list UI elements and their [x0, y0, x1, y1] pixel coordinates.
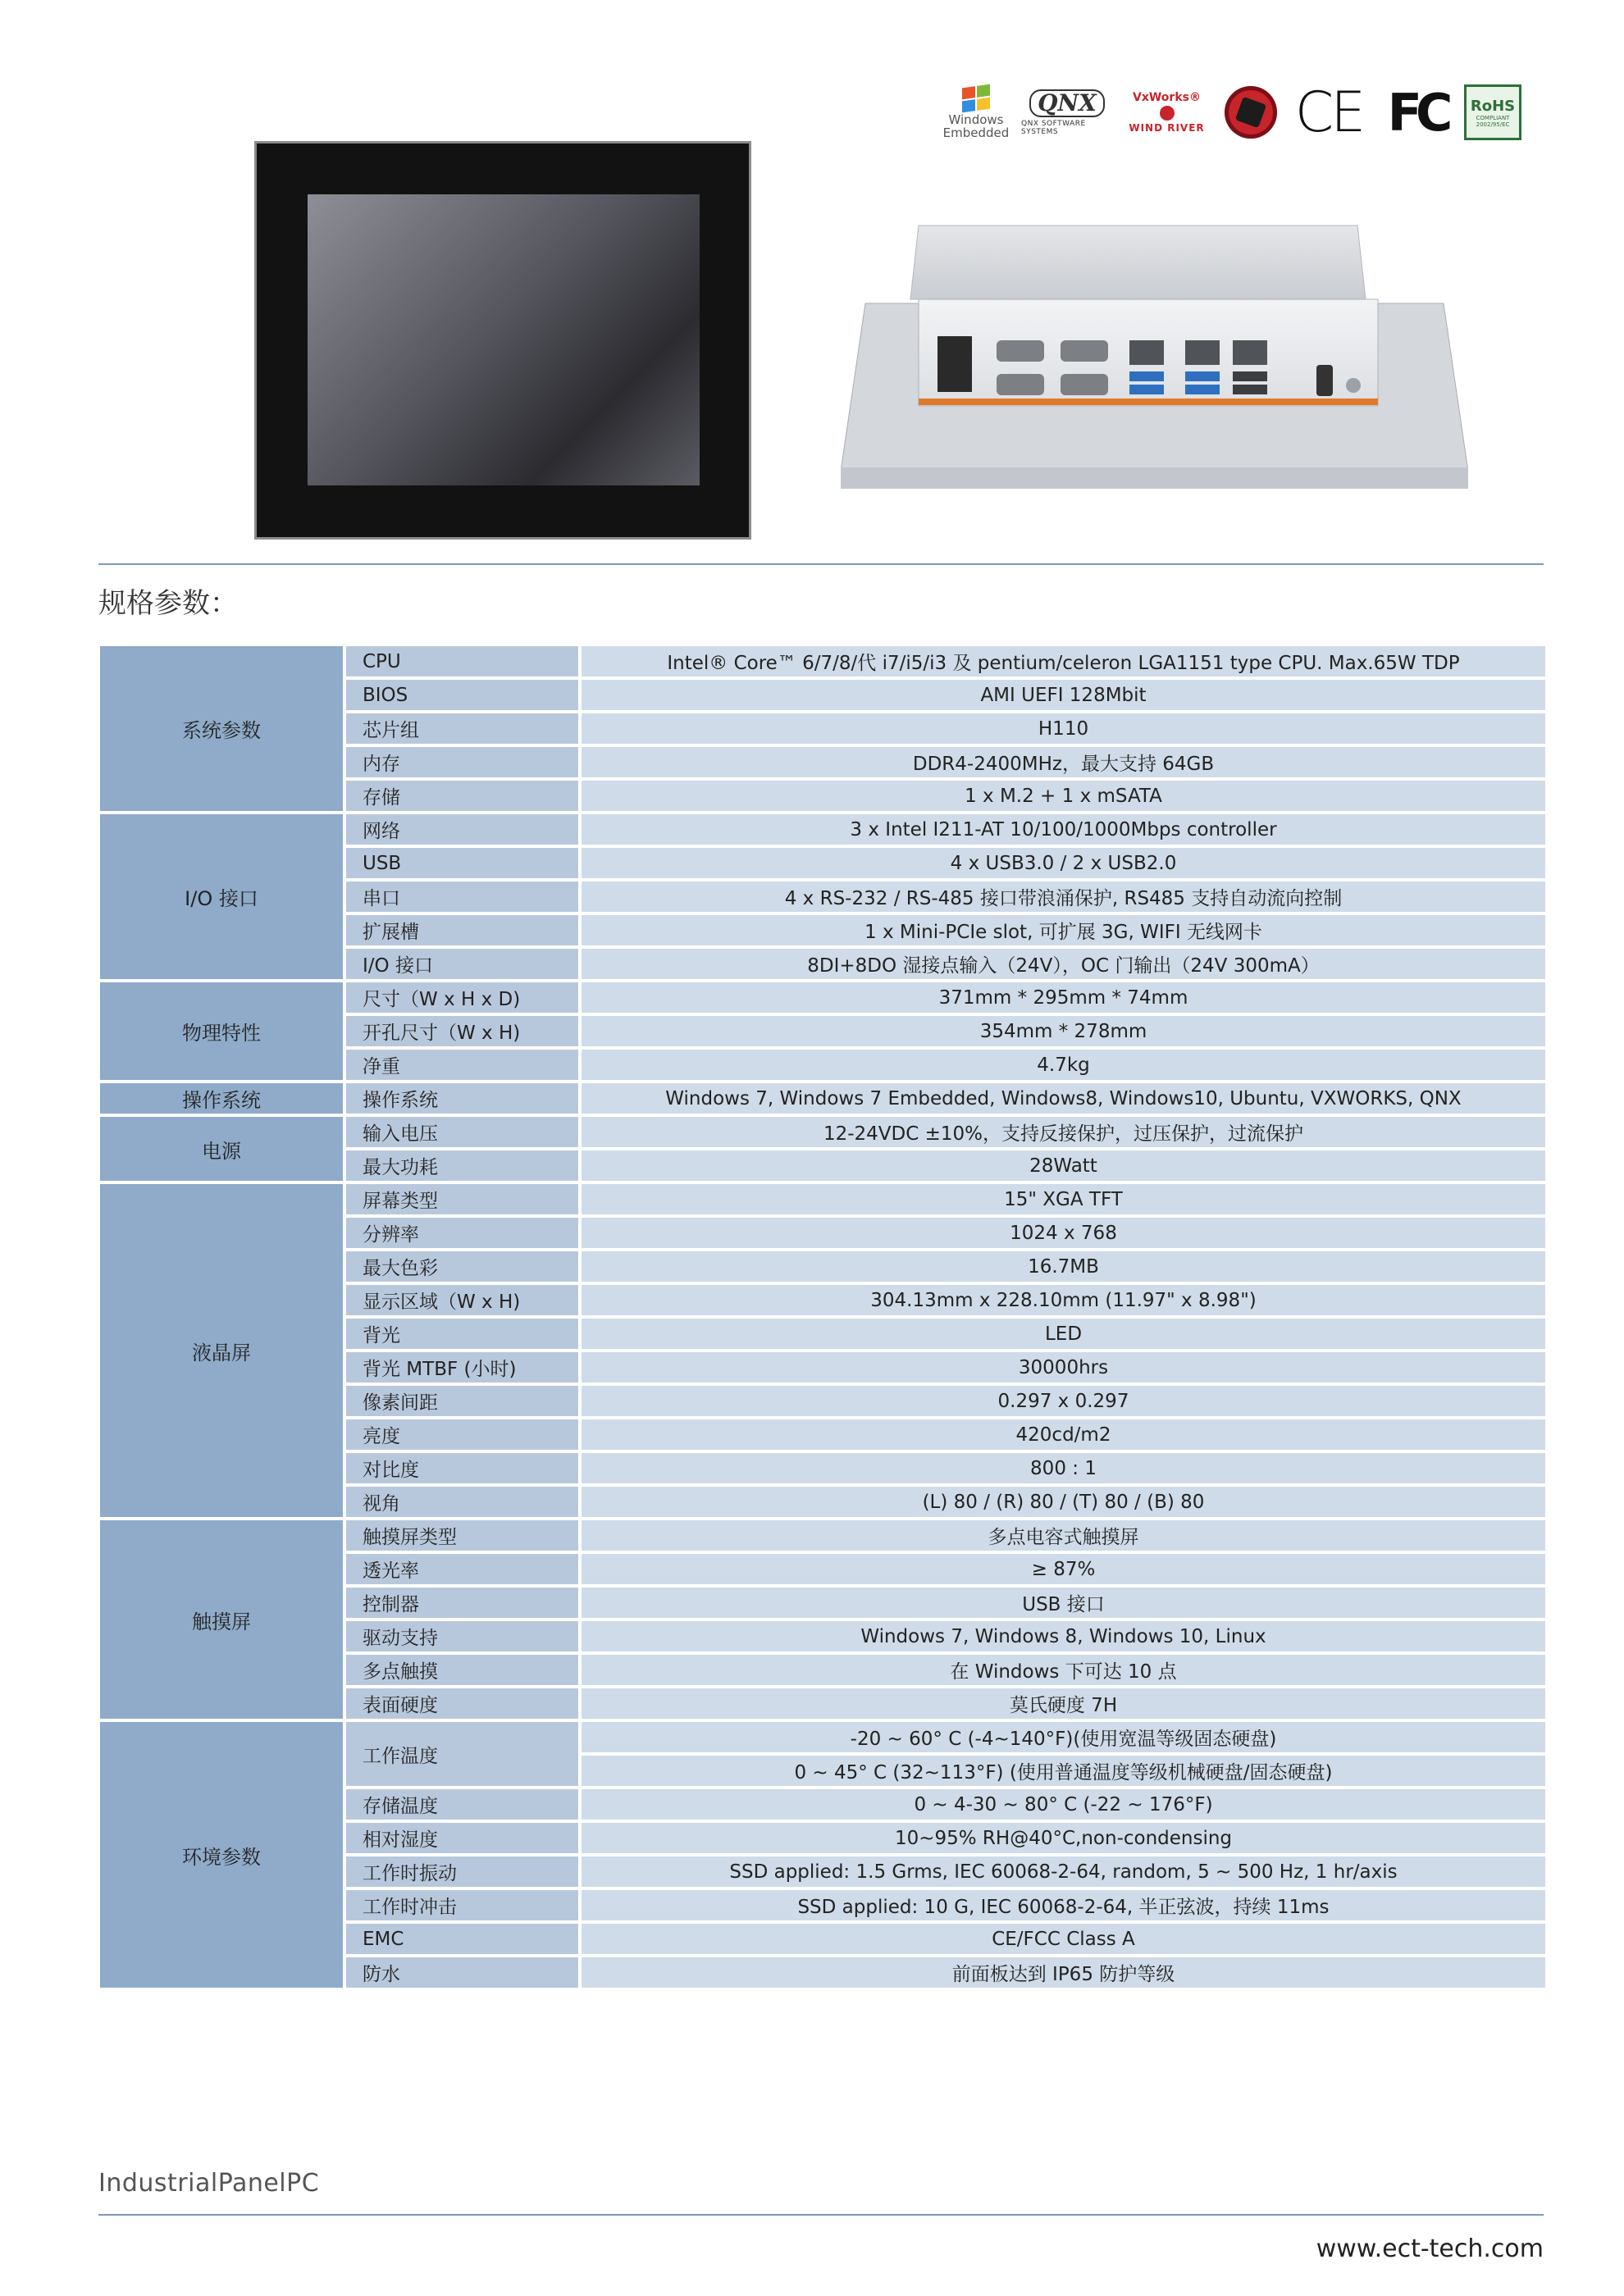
spec-key: 最大功耗 [346, 1150, 578, 1181]
spec-value: 15" XGA TFT [582, 1184, 1545, 1214]
spec-row [346, 1184, 1545, 1214]
spec-row [346, 1419, 1545, 1450]
spec-row [346, 1285, 1545, 1315]
spec-value: 800 : 1 [582, 1453, 1545, 1483]
spec-group-label: 环境参数 [100, 1722, 343, 1988]
spec-row [346, 1487, 1545, 1517]
spec-key: USB [346, 848, 578, 878]
spec-key: 净重 [346, 1050, 578, 1080]
spec-value: 0.297 x 0.297 [582, 1386, 1545, 1416]
spec-row [346, 1924, 1545, 1954]
spec-key: 输入电压 [346, 1117, 578, 1147]
spec-value-line: 0 ~ 45° C (32~113°F) (使用普通温度等级机械硬盘/固态硬盘) [582, 1756, 1545, 1786]
spec-key: 亮度 [346, 1419, 578, 1450]
spec-value: DDR4-2400MHz，最大支持 64GB [582, 747, 1545, 777]
spec-row [346, 1453, 1545, 1483]
eco-badge-logo [1218, 80, 1284, 144]
windows-logo-text-1: Windows [948, 112, 1004, 127]
spec-key: I/O 接口 [346, 949, 578, 979]
spec-value: Intel® Core™ 6/7/8/代 i7/i5/i3 及 pentium/celeron LGA1151 type CPU. Max.65W TDP [582, 646, 1545, 676]
spec-value: 1 x Mini-PCIe slot, 可扩展 3G, WIFI 无线网卡 [582, 915, 1545, 945]
spec-group-label: 操作系统 [100, 1083, 343, 1114]
spec-row [346, 1251, 1545, 1282]
spec-key: 尺寸（W x H x D) [346, 982, 578, 1013]
ce-logo: CE [1294, 80, 1363, 145]
spec-row [346, 1520, 1545, 1551]
spec-key: 防水 [346, 1957, 578, 1988]
qnx-logo-text: QNX [1029, 89, 1105, 117]
spec-key: 扩展槽 [346, 915, 578, 945]
spec-value: 在 Windows 下可达 10 点 [582, 1655, 1545, 1685]
spec-key: 串口 [346, 882, 578, 912]
spec-group [100, 1722, 1545, 1988]
spec-group-rows [346, 1722, 1545, 1988]
spec-group-rows [346, 1083, 1545, 1114]
spec-row [346, 814, 1545, 845]
spec-key: 显示区域（W x H) [346, 1285, 578, 1315]
spec-row [346, 781, 1545, 811]
spec-value: LED [582, 1319, 1545, 1349]
spec-key: 最大色彩 [346, 1251, 578, 1282]
spec-row [346, 1352, 1545, 1383]
spec-group-rows [346, 1117, 1545, 1181]
fcc-logo: FC [1387, 82, 1447, 143]
spec-value [582, 1722, 1545, 1786]
windows-flag-icon [962, 84, 990, 112]
spec-value: 420cd/m2 [582, 1419, 1545, 1450]
spec-row [346, 1050, 1545, 1080]
spec-row [346, 713, 1545, 744]
spec-key: 工作温度 [346, 1722, 578, 1786]
spec-value: 1 x M.2 + 1 x mSATA [582, 781, 1545, 811]
spec-value: 前面板达到 IP65 防护等级 [582, 1957, 1545, 1988]
spec-value: 莫氏硬度 7H [582, 1688, 1545, 1719]
spec-row [346, 1688, 1545, 1719]
spec-row [346, 848, 1545, 878]
spec-row [346, 1957, 1545, 1988]
spec-row [346, 1117, 1545, 1147]
spec-key: BIOS [346, 680, 578, 710]
spec-value: (L) 80 / (R) 80 / (T) 80 / (B) 80 [582, 1487, 1545, 1517]
spec-key: 背光 [346, 1319, 578, 1349]
spec-row [346, 882, 1545, 912]
wind-river-icon [1160, 106, 1175, 121]
spec-group-label: 液晶屏 [100, 1184, 343, 1517]
spec-value: 多点电容式触摸屏 [582, 1520, 1545, 1551]
spec-group [100, 982, 1545, 1080]
spec-key: 对比度 [346, 1453, 578, 1483]
rohs-logo-subtext-2: 2002/95/EC [1476, 121, 1510, 128]
spec-value: USB 接口 [582, 1588, 1545, 1618]
spec-value: ≥ 87% [582, 1554, 1545, 1584]
spec-value: 4.7kg [582, 1050, 1545, 1080]
spec-row [346, 1218, 1545, 1248]
spec-group-label: 触摸屏 [100, 1520, 343, 1719]
spec-row [346, 1588, 1545, 1618]
spec-value: 16.7MB [582, 1251, 1545, 1282]
spec-key: 触摸屏类型 [346, 1520, 578, 1551]
spec-key: 表面硬度 [346, 1688, 578, 1719]
spec-value: 10~95% RH@40°C,non-condensing [582, 1823, 1545, 1853]
spec-row [346, 1621, 1545, 1651]
spec-key: 工作时冲击 [346, 1890, 578, 1920]
spec-row [346, 1655, 1545, 1685]
spec-value-line: -20 ~ 60° C (-4~140°F)(使用宽温等级固态硬盘) [582, 1722, 1545, 1752]
windows-embedded-logo [939, 80, 1013, 144]
spec-row [346, 747, 1545, 777]
spec-group [100, 1083, 1545, 1114]
spec-value: 354mm * 278mm [582, 1016, 1545, 1046]
spec-row [346, 1856, 1545, 1887]
spec-key: 控制器 [346, 1588, 578, 1618]
spec-group [100, 1117, 1545, 1181]
spec-value: 12-24VDC ±10%，支持反接保护，过压保护，过流保护 [582, 1117, 1545, 1147]
spec-group-rows [346, 814, 1545, 979]
spec-row [346, 1150, 1545, 1181]
spec-row [346, 1386, 1545, 1416]
spec-key: CPU [346, 646, 578, 676]
spec-group-rows [346, 646, 1545, 811]
spec-value: 1024 x 768 [582, 1218, 1545, 1248]
spec-group-rows [346, 1520, 1545, 1719]
spec-group-label: I/O 接口 [100, 814, 343, 979]
spec-table [100, 646, 1545, 1991]
spec-row [346, 646, 1545, 676]
spec-row [346, 1554, 1545, 1584]
spec-key: 开孔尺寸（W x H) [346, 1016, 578, 1046]
spec-value: AMI UEFI 128Mbit [582, 680, 1545, 710]
spec-value: 4 x RS-232 / RS-485 接口带浪涌保护, RS485 支持自动流向控制 [582, 882, 1545, 912]
spec-key: 分辨率 [346, 1218, 578, 1248]
footer-brand: IndustrialPanelPC [98, 2169, 320, 2198]
eco-badge-icon [1225, 86, 1277, 139]
qnx-logo [1021, 80, 1113, 144]
spec-key: 内存 [346, 747, 578, 777]
top-divider [98, 563, 1544, 565]
footer-divider [98, 2214, 1544, 2216]
spec-row [346, 1016, 1545, 1046]
spec-key: 背光 MTBF (小时) [346, 1352, 578, 1383]
product-rear-io-image [841, 221, 1468, 492]
spec-value: SSD applied: 10 G, IEC 60068-2-64, 半正弦波，持续 11ms [582, 1890, 1545, 1920]
spec-key: 操作系统 [346, 1083, 578, 1114]
spec-value: 0 ~ 4-30 ~ 80° C (-22 ~ 176°F) [582, 1789, 1545, 1820]
spec-key: 相对湿度 [346, 1823, 578, 1853]
spec-group-label: 系统参数 [100, 646, 343, 811]
spec-key: 存储温度 [346, 1789, 578, 1820]
vxworks-logo [1124, 80, 1210, 144]
spec-group-label: 电源 [100, 1117, 343, 1181]
vxworks-logo-text: VxWorks® [1133, 91, 1201, 104]
spec-group [100, 646, 1545, 811]
spec-row [346, 949, 1545, 979]
footer-url: www.ect-tech.com [1316, 2234, 1544, 2263]
windows-logo-text-2: Embedded [942, 125, 1010, 140]
spec-key: 透光率 [346, 1554, 578, 1584]
rohs-logo-subtext-1: COMPLIANT [1476, 114, 1510, 121]
spec-key: 屏幕类型 [346, 1184, 578, 1214]
spec-value: 4 x USB3.0 / 2 x USB2.0 [582, 848, 1545, 878]
spec-value: CE/FCC Class A [582, 1924, 1545, 1954]
spec-group-label: 物理特性 [100, 982, 343, 1080]
spec-key: 芯片组 [346, 713, 578, 744]
spec-row [346, 1890, 1545, 1920]
spec-group-rows [346, 982, 1545, 1080]
spec-section-heading: 规格参数： [98, 587, 238, 620]
wind-river-logo-text: WIND RIVER [1129, 122, 1205, 134]
spec-group [100, 1184, 1545, 1517]
product-front-image [254, 141, 751, 540]
spec-value: 28Watt [582, 1150, 1545, 1181]
spec-key: EMC [346, 1924, 578, 1954]
spec-key: 工作时振动 [346, 1856, 578, 1887]
rohs-logo [1464, 80, 1521, 144]
spec-value: SSD applied: 1.5 Grms, IEC 60068-2-64, random, 5 ~ 500 Hz, 1 hr/axis [582, 1856, 1545, 1887]
spec-row [346, 1319, 1545, 1349]
spec-value: 371mm * 295mm * 74mm [582, 982, 1545, 1013]
spec-group [100, 814, 1545, 979]
spec-value: Windows 7, Windows 8, Windows 10, Linux [582, 1621, 1545, 1651]
spec-row [346, 1789, 1545, 1820]
product-screen [308, 194, 700, 485]
spec-key: 视角 [346, 1487, 578, 1517]
spec-key: 存储 [346, 781, 578, 811]
spec-row [346, 982, 1545, 1013]
spec-row [346, 680, 1545, 710]
spec-row [346, 915, 1545, 945]
spec-row [346, 1722, 1545, 1786]
spec-key: 多点触摸 [346, 1655, 578, 1685]
spec-key: 像素间距 [346, 1386, 578, 1416]
spec-value: 30000hrs [582, 1352, 1545, 1383]
spec-value: 304.13mm x 228.10mm (11.97" x 8.98") [582, 1285, 1545, 1315]
spec-value: 3 x Intel I211-AT 10/100/1000Mbps controller [582, 814, 1545, 845]
spec-value: H110 [582, 713, 1545, 744]
spec-value: 8DI+8DO 湿接点输入（24V），OC 门输出（24V 300mA） [582, 949, 1545, 979]
rohs-logo-text: RoHS [1470, 97, 1516, 115]
spec-key: 驱动支持 [346, 1621, 578, 1651]
spec-row [346, 1083, 1545, 1114]
spec-value: Windows 7, Windows 7 Embedded, Windows8, Windows10, Ubuntu, VXWORKS, QNX [582, 1083, 1545, 1114]
spec-key: 网络 [346, 814, 578, 845]
certification-logos [939, 80, 1530, 144]
spec-group [100, 1520, 1545, 1719]
spec-group-rows [346, 1184, 1545, 1517]
spec-row [346, 1823, 1545, 1853]
qnx-logo-subtext: QNX SOFTWARE SYSTEMS [1021, 119, 1086, 136]
